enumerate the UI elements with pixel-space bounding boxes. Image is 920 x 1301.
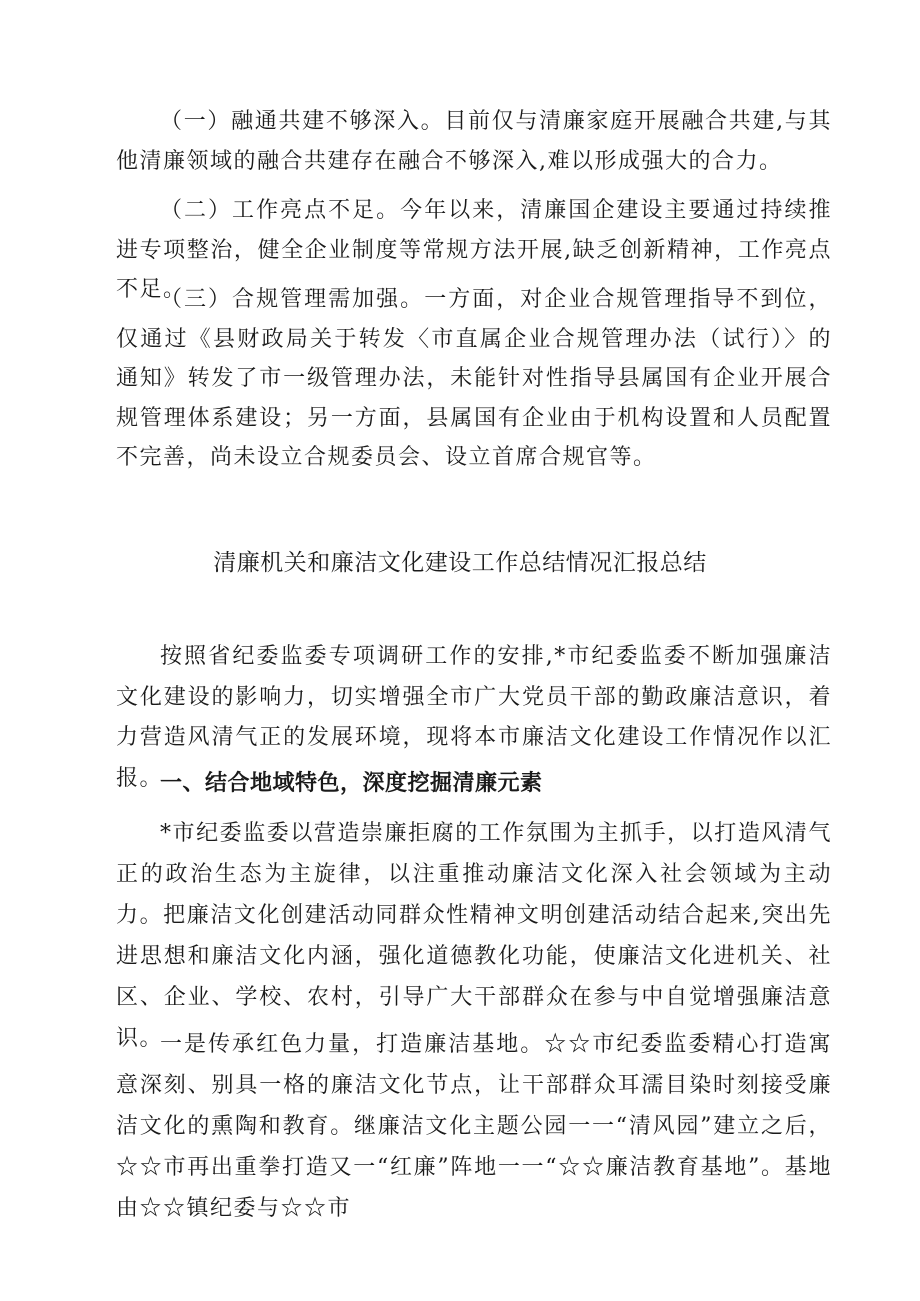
paragraph-introduction: 按照省纪委监委专项调研工作的安排,*市纪委监委不断加强廉洁文化建设的影响力，切实增强全市广大党员干部的勤政廉洁意识，着力营造风清气正的发展环境，现将本市廉洁文化建设工作情况作以汇报。 <box>116 644 832 791</box>
paragraph-compliance-issue: （三）合规管理需加强。一方面，对企业合规管理指导不到位，仅通过《县财政局关于转发〈市直属企业合规管理办法（试行）〉的通知》转发了市一级管理办法，未能针对性指导县属国有企业开展合规管理体系建设；另一方面，县属国有企业由于机构设置和人员配置不完善，尚未设立合规委员会、设立首席合规官等。 <box>116 287 832 470</box>
paragraph-highlight-issue: （二）工作亮点不足。今年以来，清廉国企建设主要通过持续推进专项整治，健全企业制度等常规方法开展,缺乏创新精神，工作亮点不足。 <box>116 198 832 302</box>
paragraph-red-base: 一是传承红色力量，打造廉洁基地。☆☆市纪委监委精心打造寓意深刻、别具一格的廉洁文化节点，让干部群众耳濡目染时刻接受廉洁文化的熏陶和教育。继廉洁文化主题公园一一“清风园”建立之后，☆☆市再出重拳打造又一“红廉”阵地一一“☆☆廉洁教育基地”。基地由☆☆镇纪委与☆☆市 <box>116 1032 832 1221</box>
paragraph-section-1-body: *市纪委监委以营造崇廉拒腐的工作氛围为主抓手，以打造风清气正的政治生态为主旋律，以注重推动廉洁文化深入社会领域为主动力。把廉洁文化创建活动同群众性精神文明创建活动结合起来,突出先进思想和廉洁文化内涵，强化道德教化功能，使廉洁文化进机关、社区、企业、学校、农村，引导广大干部群众在参与中自觉增强廉洁意识。 <box>116 821 832 1051</box>
section-heading-1: 一、结合地域特色，深度挖掘清廉元素 <box>160 771 543 796</box>
document-title: 清廉机关和廉洁文化建设工作总结情况汇报总结 <box>213 550 707 576</box>
paragraph-integration-issue: （一）融通共建不够深入。目前仅与清廉家庭开展融合共建,与其他清廉领域的融合共建存在融合不够深入,难以形成强大的合力。 <box>116 109 832 174</box>
